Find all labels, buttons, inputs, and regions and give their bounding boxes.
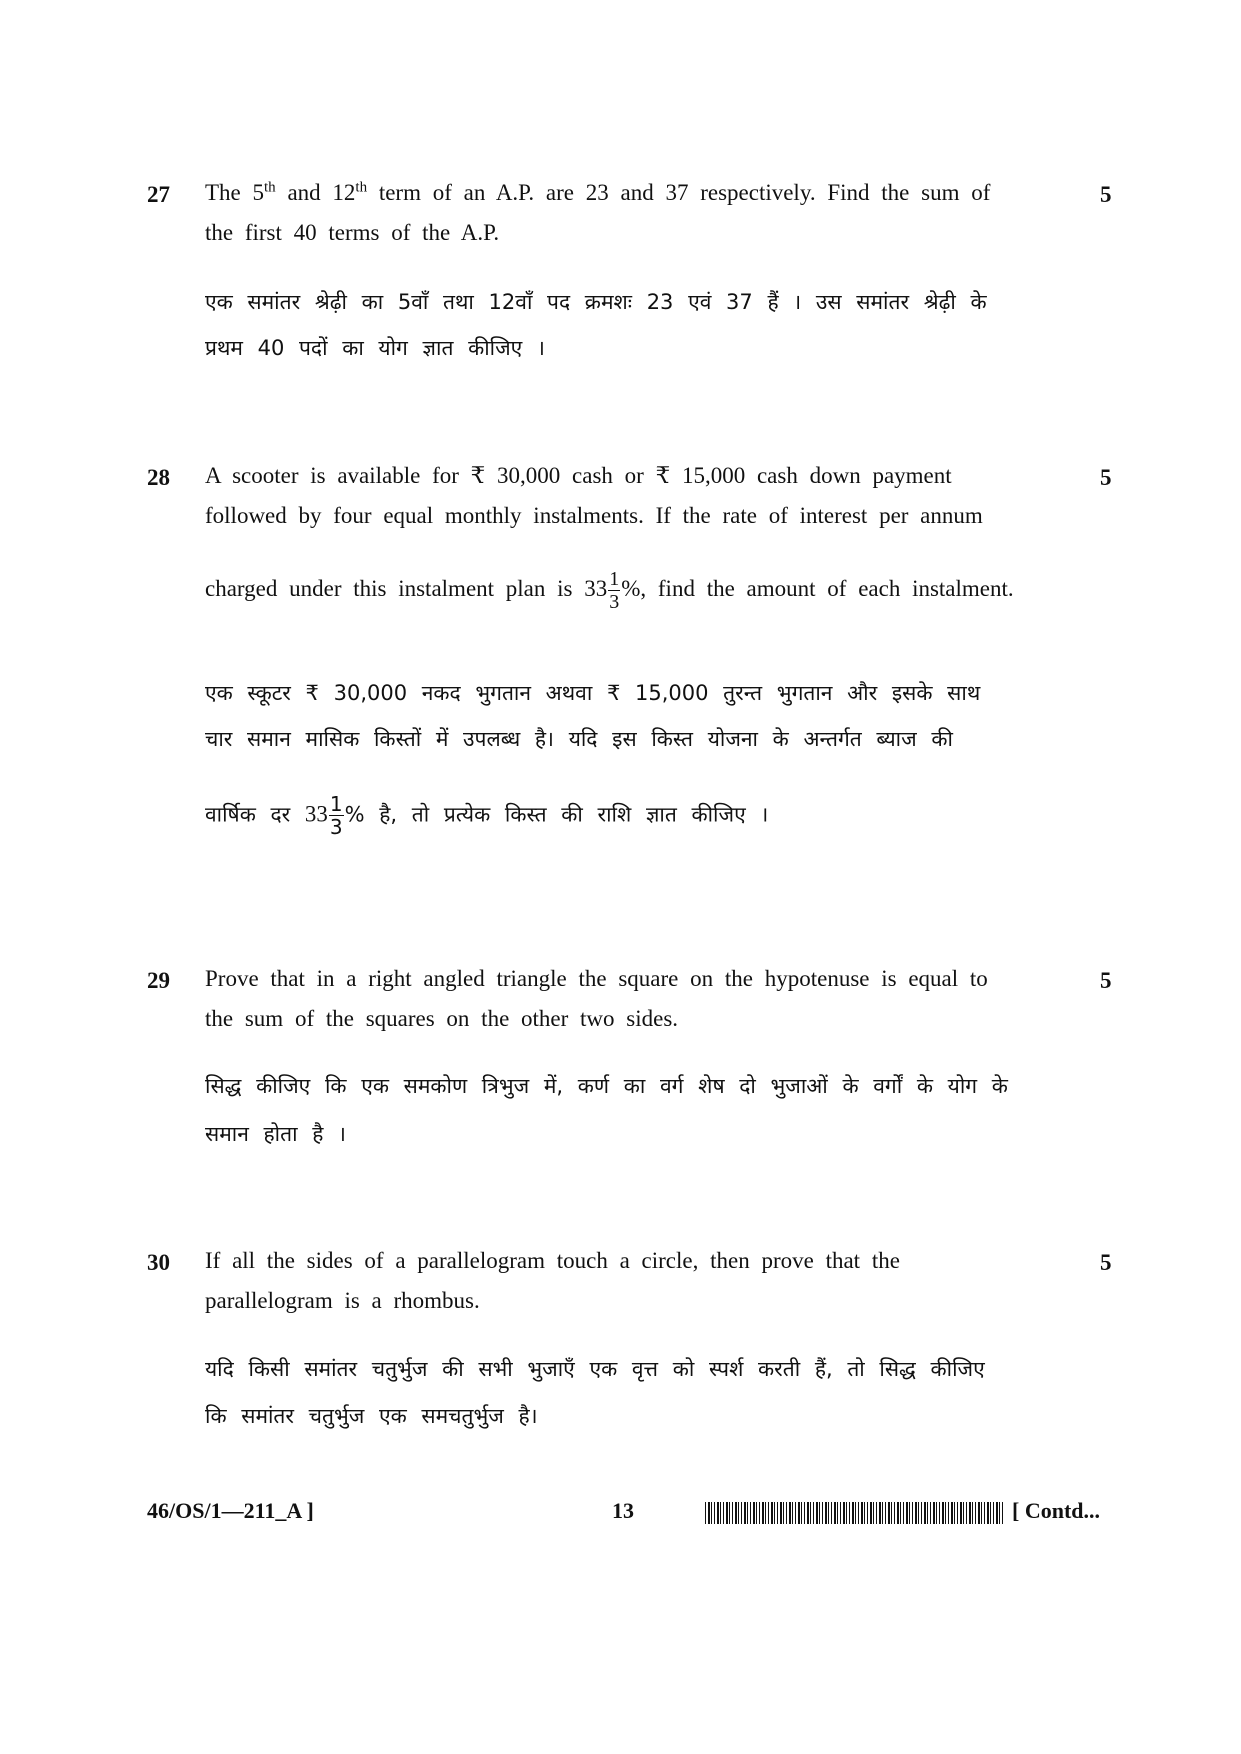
fraction: $\frac{1}{3}$	[329, 792, 343, 839]
question-text-hi-line: एक स्कूटर ₹ 30,000 नकद भुगतान अथवा ₹ 15,000 तुरन्त भुगतान और इसके साथ	[205, 681, 981, 705]
paper-code: 46/OS/1—211_A ]	[147, 1498, 314, 1523]
question-text-hi-line: प्रथम 40 पदों का योग ज्ञात कीजिए ।	[205, 336, 545, 360]
barcode	[705, 1502, 1003, 1524]
question-text-hi-line: समान होता है ।	[205, 1122, 346, 1146]
question-text-hi-line: कि समांतर चतुर्भुज एक समचतुर्भुज है।	[205, 1404, 538, 1428]
question-text-hi-line: चार समान मासिक किस्तों में उपलब्ध है। यदि इस किस्त योजना के अन्तर्गत ब्याज की	[205, 727, 953, 751]
question-marks: 5	[1100, 465, 1112, 490]
question-text-en-line: followed by four equal monthly instalments. If the rate of interest per annum	[205, 503, 983, 528]
question-text-en-line: parallelogram is a rhombus.	[205, 1288, 480, 1313]
question-text-hi-line: एक समांतर श्रेढ़ी का 5वाँ तथा 12वाँ पद क्रमशः 23 एवं 37 हैं । उस समांतर श्रेढ़ी के	[205, 290, 987, 314]
question-text-hi-line: यदि किसी समांतर चतुर्भुज की सभी भुजाएँ एक वृत्त को स्पर्श करती हैं, तो सिद्ध कीजिए	[205, 1357, 985, 1381]
question-marks: 5	[1100, 1250, 1112, 1275]
question-number: 28	[147, 465, 170, 490]
question-number: 27	[147, 182, 170, 207]
contd-label: [ Contd...	[1012, 1498, 1101, 1523]
question-number: 30	[147, 1250, 170, 1275]
question-number: 29	[147, 968, 170, 993]
question-marks: 5	[1100, 968, 1112, 993]
page-number: 13	[612, 1498, 634, 1523]
question-text-en-line: charged under this instalment plan is 33 $\frac{1}{3}$ %, find the amount of each instalment.	[205, 568, 1014, 613]
question-text-en-line: the sum of the squares on the other two sides.	[205, 1006, 679, 1031]
question-text-hi-line: वार्षिक दर 33 $\frac{1}{3}$ % है, तो प्रत्येक किस्त की राशि ज्ञात कीजिए ।	[205, 792, 769, 839]
question-text-en-line: A scooter is available for ₹ 30,000 cash or ₹ 15,000 cash down payment	[205, 463, 952, 488]
question-text-en-line: If all the sides of a parallelogram touch a circle, then prove that the	[205, 1248, 900, 1273]
question-text-en-line: the first 40 terms of the A.P.	[205, 220, 500, 245]
question-marks: 5	[1100, 182, 1112, 207]
fraction: $\frac{1}{3}$	[609, 568, 620, 613]
question-text-hi-line: सिद्ध कीजिए कि एक समकोण त्रिभुज में, कर्ण का वर्ग शेष दो भुजाओं के वर्गों के योग के	[205, 1074, 1008, 1098]
question-text-en-line: Prove that in a right angled triangle the square on the hypotenuse is equal to	[205, 966, 988, 991]
question-text-en-line: The 5th and 12th term of an A.P. are 23 and 37 respectively. Find the sum of	[205, 179, 991, 205]
